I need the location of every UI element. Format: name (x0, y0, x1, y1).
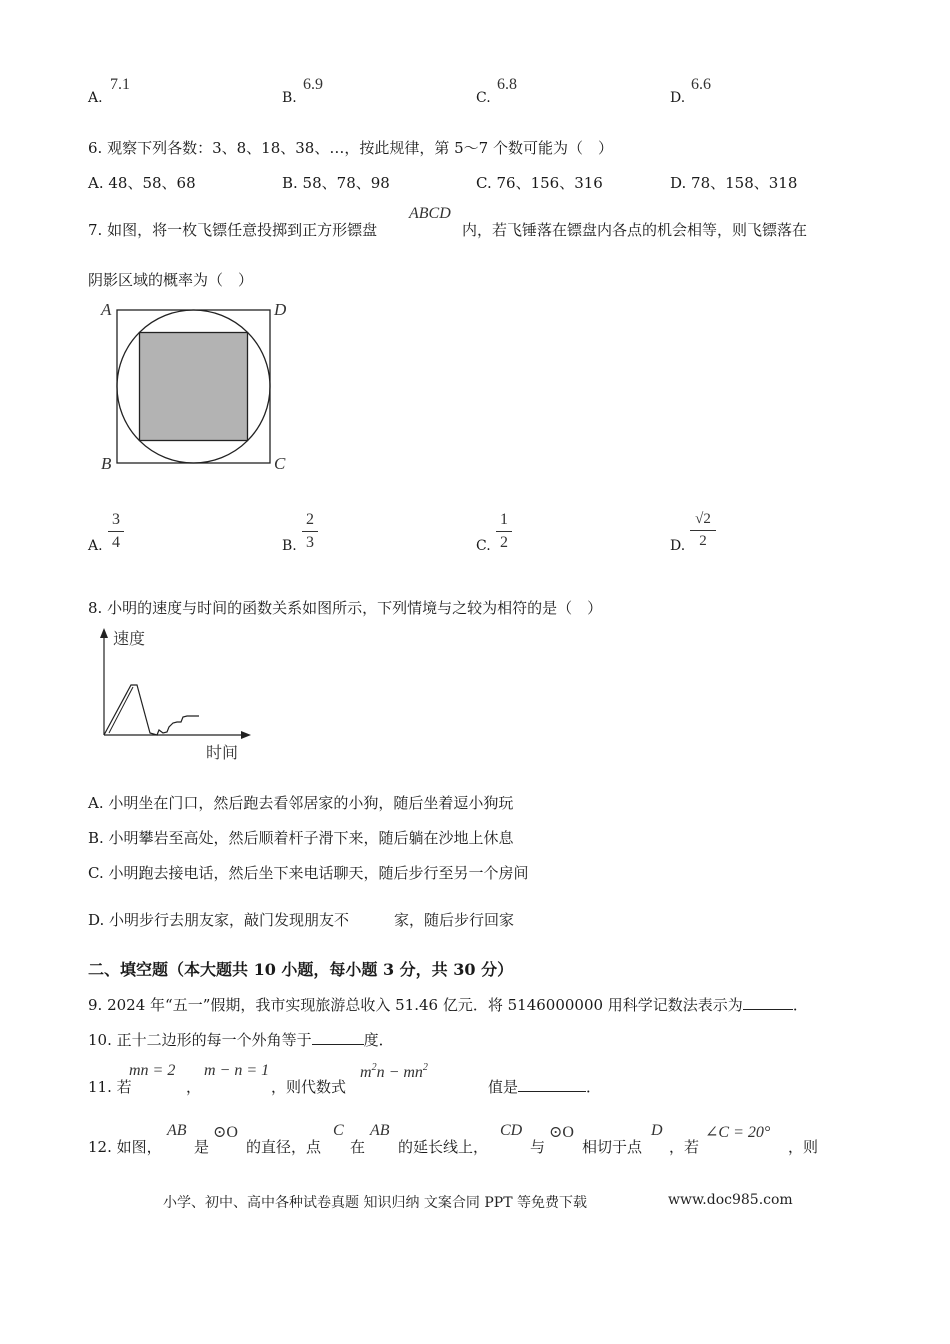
q12-c: C (333, 1122, 344, 1139)
section-title: 二、填空题（本大题共 10 小题，每小题 3 分，共 30 分） (88, 960, 514, 979)
q11-end: ． (586, 1078, 602, 1096)
q7-text-before: 7. 如图，将一枚飞镖任意投掷到正方形镖盘 (88, 221, 378, 239)
q12-p8: ，若 (669, 1138, 700, 1156)
q8-text: 8. 小明的速度与时间的函数关系如图所示，下列情境与之较为相符的是（ ） (88, 599, 603, 617)
denominator: 2 (699, 533, 707, 549)
q10 (88, 1029, 394, 1050)
q7-math-abcd: ABCD (409, 205, 451, 222)
q12-p5: 的延长线上， (398, 1138, 489, 1156)
q12-circle-o-2: ⊙O (549, 1124, 574, 1141)
q11-sup-a: 2 (371, 1062, 377, 1073)
speed-curve (104, 685, 199, 735)
q7-option-a-fraction (108, 511, 124, 552)
q7-label-d: D (274, 300, 287, 319)
q10-end: 度． (363, 1031, 394, 1049)
q9 (88, 994, 808, 1015)
q11-mid: ，则代数式 (271, 1078, 347, 1096)
q7-dartboard-diagram (100, 300, 300, 475)
q7-text-line2: 阴影区域的概率为（ ） (88, 271, 254, 289)
q5-option-c-label: C. (476, 90, 491, 106)
q5-option-c-value: 6.8 (497, 76, 517, 93)
q5-option-b-label: B. (282, 90, 297, 106)
numerator: 2 (306, 511, 314, 528)
q5-option-a-value: 7.1 (110, 76, 130, 93)
q11-math-3 (360, 1062, 428, 1082)
q7-text-after: 内，若飞锤落在镖盘内各点的机会相等，则飞镖落在 (462, 221, 808, 239)
x-axis-arrow (241, 731, 251, 739)
q11-suffix-text: 值是 (488, 1078, 519, 1096)
q6-text: 6. 观察下列各数：3、8、18、38、…，按此规律，第 5～7 个数可能为（ ） (88, 139, 613, 157)
q8-option-a: A. 小明坐在门口，然后跑去看邻居家的小狗，随后坐着逗小狗玩 (88, 794, 514, 812)
fraction-bar (108, 531, 124, 532)
q12-angle: ∠C = 20° (705, 1124, 771, 1141)
fraction-bar (496, 531, 512, 532)
q10-text: 10. 正十二边形的每一个外角等于 (88, 1031, 312, 1049)
y-axis-arrow (100, 628, 108, 638)
denominator: 4 (112, 534, 120, 551)
q6-option-a: A. 48、58、68 (88, 174, 196, 192)
q7-option-b-label: B. (282, 538, 297, 554)
q12-ab-2: AB (370, 1122, 390, 1139)
fraction-bar (302, 531, 318, 532)
speed-curve-stroke (109, 687, 133, 733)
q11-comma: ， (186, 1078, 202, 1096)
fraction-bar (690, 530, 716, 531)
q6-option-d: D. 78、158、318 (670, 174, 798, 192)
q12-cd: CD (500, 1122, 523, 1139)
q12-p4: 在 (350, 1138, 366, 1156)
footer-text: 小学、初中、高中各种试卷真题 知识归纳 文案合同 PPT 等免费下载 (163, 1195, 587, 1211)
q12-p3: 的直径，点 (246, 1138, 322, 1156)
q5-option-d-label: D. (670, 90, 686, 106)
denominator: 2 (500, 534, 508, 551)
q11-math-2: m − n = 1 (204, 1062, 270, 1079)
q12-p9: ，则 (788, 1138, 819, 1156)
q12-p2: 是 (194, 1138, 210, 1156)
q11-math-1: mn = 2 (129, 1062, 176, 1079)
q8-option-b: B. 小明攀岩至高处，然后顺着杆子滑下来，随后躺在沙地上休息 (88, 829, 514, 847)
q7-option-d-fraction (690, 511, 716, 550)
q11-prefix: 11. 若 (88, 1078, 132, 1096)
q11-math-3b: n − mn (376, 1064, 423, 1081)
q7-option-c-label: C. (476, 538, 491, 554)
q5-option-d-value: 6.6 (691, 76, 711, 93)
q5-option-b-value: 6.9 (303, 76, 323, 93)
q12-p1: 12. 如图， (88, 1138, 162, 1156)
q6-option-b: B. 58、78、98 (282, 174, 390, 192)
q7-option-a-label: A. (88, 538, 103, 554)
q10-blank (312, 1030, 364, 1045)
q9-blank (743, 995, 793, 1010)
q11-sup-b: 2 (422, 1062, 428, 1073)
q12-p7: 相切于点 (582, 1138, 643, 1156)
q11-suffix (488, 1076, 601, 1097)
numerator: 3 (112, 511, 120, 528)
shaded-square (140, 333, 248, 441)
numerator: 1 (500, 511, 508, 528)
q5-option-a-label: A. (88, 90, 103, 106)
q9-end: ． (792, 996, 808, 1014)
q12-circle-o-1: ⊙O (213, 1124, 238, 1141)
footer-url[interactable]: www.doc985.com (668, 1192, 793, 1208)
q9-text: 9. 2024 年“五一”假期，我市实现旅游总收入 51.46 亿元．将 5146000000 用科学记数法表示为 (88, 996, 743, 1014)
numerator: √2 (695, 511, 711, 527)
q8-option-d: D. 小明步行去朋友家，敲门发现朋友不 家，随后步行回家 (88, 911, 515, 929)
q8-option-c: C. 小明跑去接电话，然后坐下来电话聊天，随后步行至另一个房间 (88, 864, 529, 882)
q7-label-a: A (101, 300, 112, 319)
q7-label-b: B (101, 454, 112, 473)
q7-option-b-fraction (302, 511, 318, 552)
q12-p6: 与 (530, 1138, 546, 1156)
q7-option-d-label: D. (670, 538, 686, 554)
denominator: 3 (306, 534, 314, 551)
q8-y-label: 速度 (113, 629, 146, 648)
q12-ab: AB (167, 1122, 187, 1139)
q7-label-c: C (274, 454, 286, 473)
q11-blank (518, 1077, 586, 1092)
q12-d: D (651, 1122, 663, 1139)
q6-option-c: C. 76、156、316 (476, 174, 603, 192)
q8-x-label: 时间 (206, 743, 239, 762)
q11-math-3a: m (360, 1064, 372, 1081)
q7-option-c-fraction (496, 511, 512, 552)
